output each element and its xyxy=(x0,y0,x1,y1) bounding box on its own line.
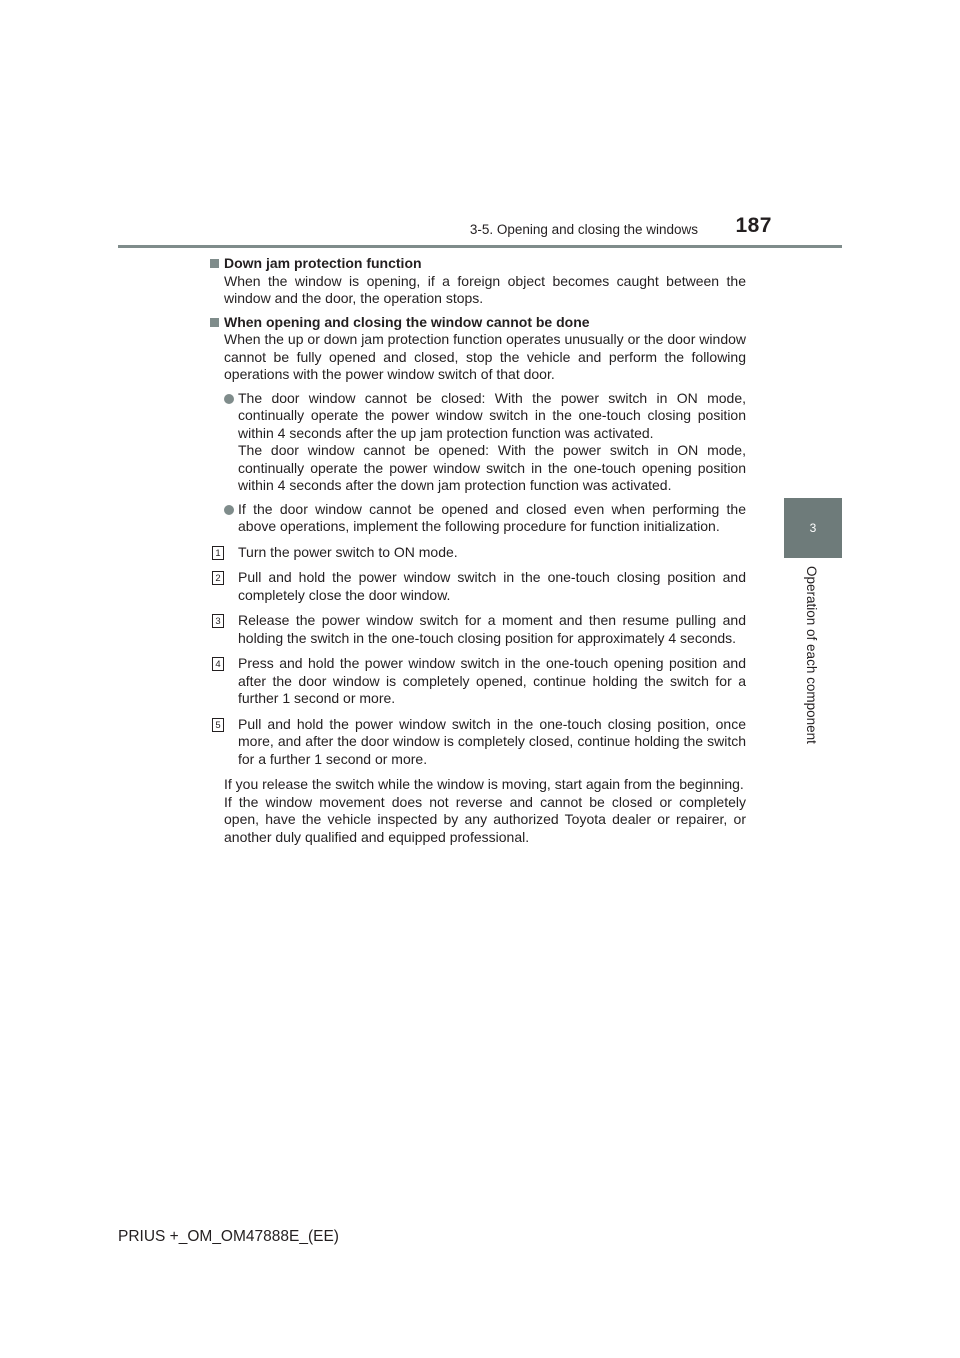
chapter-tab xyxy=(784,498,842,558)
note-paragraph xyxy=(210,776,746,846)
footer-doc-code: PRIUS +_OM_OM47888E_(EE) xyxy=(118,1228,339,1245)
section-paragraph: When the window is opening, if a foreign object becomes caught between the window and the door, the operation stops. xyxy=(224,272,746,306)
page-number: 187 xyxy=(735,214,772,237)
section-heading xyxy=(210,314,746,332)
bullet-item xyxy=(210,501,746,536)
note-text: If the window movement does not reverse and cannot be closed or completely open, have the vehicle inspected by any authorized Toyota dealer or repairer, or another duly qualified and equipped professional. xyxy=(224,793,746,845)
step-item xyxy=(210,569,746,604)
step-item xyxy=(210,544,746,562)
step-item xyxy=(210,716,746,769)
step-number: 2 xyxy=(212,571,224,585)
circle-bullet-icon xyxy=(224,394,234,404)
bullet-text: The door window cannot be closed: With the power switch in ON mode, continually operate the power window switch in the one-touch closing position within 4 seconds after the up jam protection function was activated. xyxy=(238,389,746,441)
bullet-text: If the door window cannot be opened and closed even when performing the above operations, implement the following procedure for function initialization. xyxy=(238,500,746,534)
section-paragraph: When the up or down jam protection function operates unusually or the door window cannot be fully opened and closed, stop the vehicle and perform the following operations with the power window switch of that door. xyxy=(224,331,746,382)
step-item xyxy=(210,655,746,708)
chapter-number: 3 xyxy=(809,521,817,535)
section-down-jam xyxy=(210,255,746,308)
step-text: Turn the power switch to ON mode. xyxy=(238,543,458,560)
step-text: Pull and hold the power window switch in the one-touch closing position and completely close the door window. xyxy=(238,569,746,603)
step-text: Release the power window switch for a moment and then resume pulling and holding the switch in the one-touch closing position for approximately 4 seconds. xyxy=(238,612,746,646)
step-number: 5 xyxy=(212,718,224,732)
chapter-title: Operation of each component xyxy=(804,566,819,744)
page-content xyxy=(210,255,746,852)
step-text: Press and hold the power window switch in the one-touch opening position and after the door window is completely opened, continue holding the switch for a further 1 second or more. xyxy=(238,655,746,706)
square-bullet-icon xyxy=(210,318,219,327)
step-text: Pull and hold the power window switch in the one-touch closing position, once more, and after the door window is completely closed, continue holding the switch for a further 1 second or more. xyxy=(238,715,746,767)
section-heading-text: Down jam protection function xyxy=(224,255,422,271)
section-heading-text: When opening and closing the window cannot be done xyxy=(224,313,590,330)
square-bullet-icon xyxy=(210,259,219,268)
section-cannot-open-close xyxy=(210,314,746,847)
step-number: 1 xyxy=(212,546,224,560)
circle-bullet-icon xyxy=(224,505,234,515)
note-text: If you release the switch while the window is moving, start again from the beginning. xyxy=(224,776,744,792)
step-number: 3 xyxy=(212,614,224,628)
header-rule xyxy=(118,245,842,248)
header-section-title: 3-5. Opening and closing the windows xyxy=(469,222,698,237)
bullet-item xyxy=(210,390,746,495)
step-item xyxy=(210,612,746,647)
step-number: 4 xyxy=(212,657,224,671)
bullet-text: The door window cannot be opened: With the power switch in ON mode, continually operate the power window switch in the one-touch opening position within 4 seconds after the down jam protection function was activated. xyxy=(238,442,746,493)
section-heading xyxy=(210,255,746,273)
